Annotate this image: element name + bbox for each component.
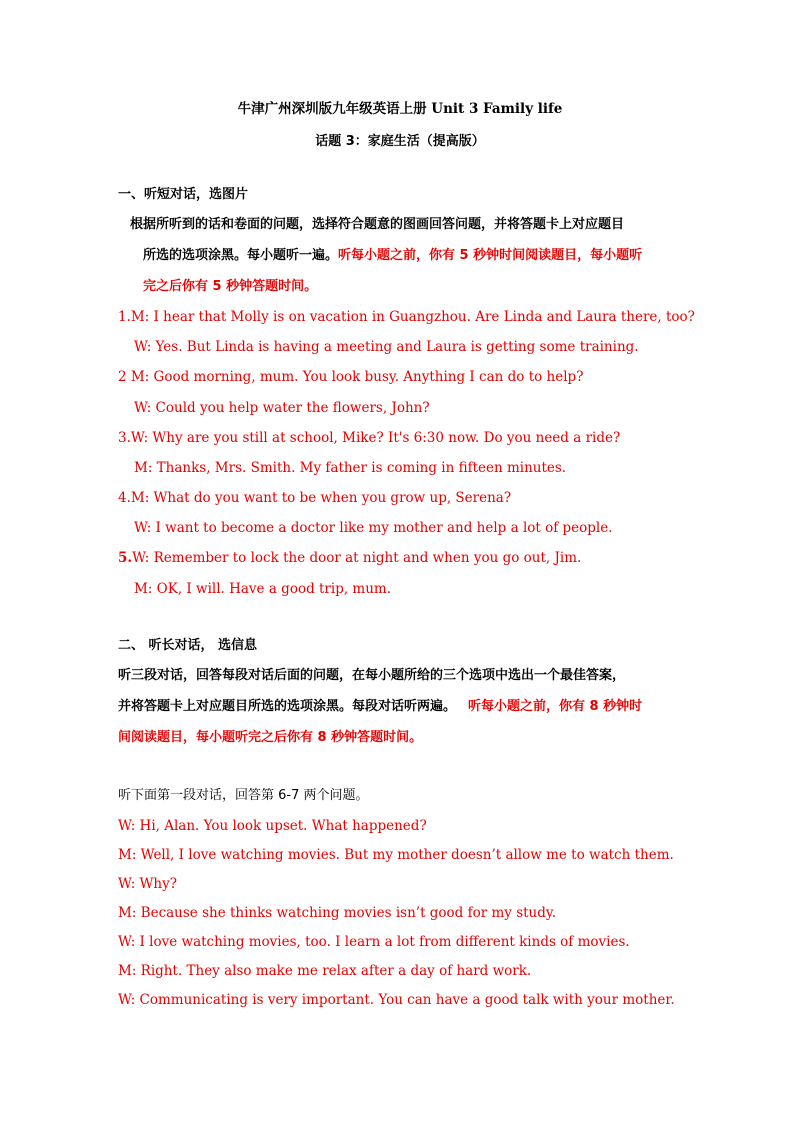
dialog-line: M: I hear that Molly is on vacation in Guangzhou. Are Linda and Laura there, too? [130, 309, 695, 325]
long-dialog-line-5: W: I love watching movies, too. I learn a lot from different kinds of movies. [118, 934, 630, 950]
dialog-number: 5. [118, 550, 133, 566]
dialog-2-line1 [118, 368, 583, 386]
page-subtitle: 话题 3：家庭生活（提高版） [315, 134, 485, 149]
dialog-2-line2: W: Could you help water the flowers, John? [134, 400, 430, 416]
dialog-line: W: Why are you still at school, Mike? It's 6:30 now. Do you need a ride? [130, 430, 621, 446]
dialog-1-line1 [118, 308, 695, 326]
long-dialog-line-1: W: Hi, Alan. You look upset. What happened? [118, 818, 427, 834]
long-dialog-line-3: W: Why? [118, 876, 177, 892]
long-dialog-line-2: M: Well, I love watching movies. But my mother doesn’t allow me to watch them. [118, 847, 674, 863]
dialog-4-line2: W: I want to become a doctor like my mother and help a lot of people. [134, 520, 613, 536]
section1-instruction-black: 所选的选项涂黑。每小题听一遍。 [143, 248, 339, 263]
dialog-5-line2: M: OK, I will. Have a good trip, mum. [134, 581, 392, 597]
dialog-4-line1 [118, 489, 511, 507]
section2-heading: 二、 听长对话， 选信息 [118, 638, 258, 653]
section2-instruction-black: 并将答题卡上对应题目所选的选项涂黑。每段对话听两遍。 [118, 699, 457, 714]
page-title: 牛津广州深圳版九年级英语上册 Unit 3 Family life [237, 101, 563, 117]
dialog-line: M: Good morning, mum. You look busy. Anything I can do to help? [130, 369, 584, 385]
dialog-number: 2 [118, 369, 131, 385]
dialog-3-line1 [118, 429, 620, 447]
dialog-line: M: What do you want to be when you grow up, Serena? [130, 490, 512, 506]
long-dialog-line-6: M: Right. They also make me relax after a day of hard work. [118, 963, 532, 979]
section1-instruction-line3: 完之后你有 5 秒钟答题时间。 [143, 279, 318, 294]
section2-instruction-line1: 听三段对话，回答每段对话后面的问题，在每小题所给的三个选项中选出一个最佳答案， [118, 668, 626, 683]
section2-instruction-line2 [118, 698, 642, 716]
dialog-5-line1 [118, 549, 581, 567]
dialog-3-line2: M: Thanks, Mrs. Smith. My father is coming in fifteen minutes. [134, 460, 567, 476]
dialog-number: 3. [118, 430, 131, 446]
section2-instruction-line3: 间阅读题目，每小题听完之后你有 8 秒钟答题时间。 [118, 730, 423, 745]
long-dialog-line-4: M: Because she thinks watching movies isn’t good for my study. [118, 905, 557, 921]
dialog-number: 4. [118, 490, 131, 506]
dialog-number: 1. [118, 309, 131, 325]
section2-instruction-red: 听每小题之前，你有 8 秒钟时 [468, 699, 643, 714]
section2-intro: 听下面第一段对话，回答第 6-7 两个问题。 [118, 788, 369, 803]
section1-instruction-line1: 根据所听到的话和卷面的问题，选择符合题意的图画回答问题，并将答题卡上对应题目 [130, 217, 625, 232]
section1-instruction-line2 [143, 247, 642, 265]
section1-heading: 一、听短对话，选图片 [118, 187, 249, 202]
long-dialog-line-7: W: Communicating is very important. You can have a good talk with your mother. [118, 992, 675, 1008]
dialog-line: W: Remember to lock the door at night and when you go out, Jim. [132, 550, 582, 566]
section1-instruction-red: 听每小题之前，你有 5 秒钟时间阅读题目，每小题听 [338, 248, 643, 263]
dialog-1-line2: W: Yes. But Linda is having a meeting and Laura is getting some training. [134, 339, 639, 355]
